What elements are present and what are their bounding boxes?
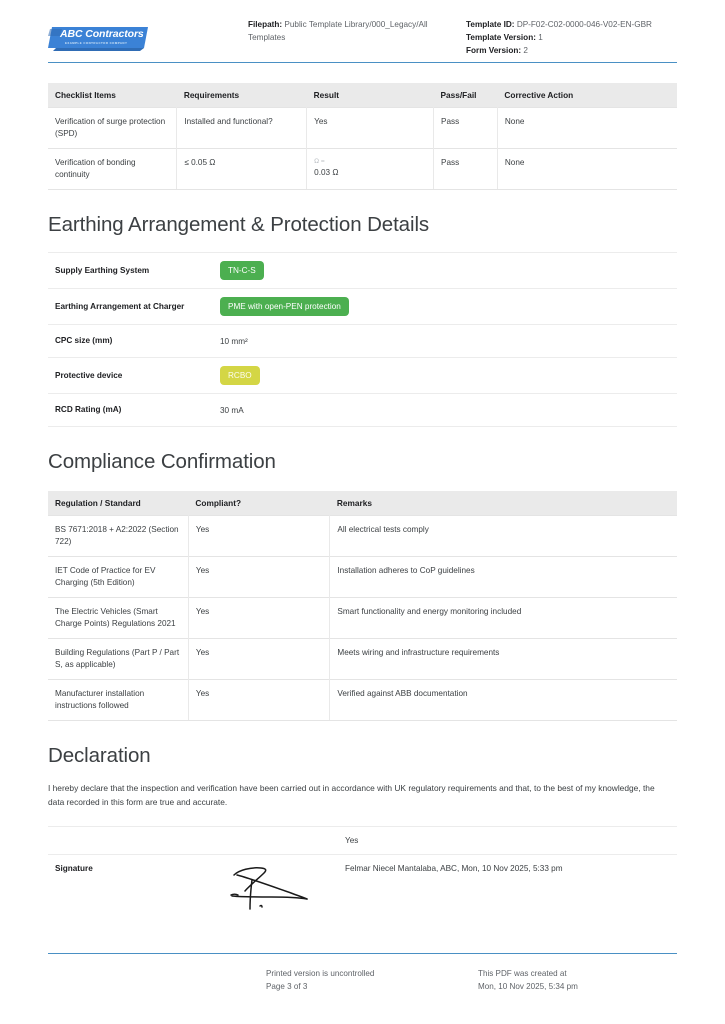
declaration-confirm-value: Yes [345, 836, 359, 845]
checklist-table [48, 83, 677, 190]
section-title-compliance: Compliance Confirmation [48, 450, 276, 473]
declaration-table [48, 826, 677, 929]
regulation-name: Building Regulations (Part P / Part S, as applicable) [48, 639, 188, 680]
column-header-compliant: Compliant? [188, 491, 329, 516]
document-body [0, 63, 725, 929]
declaration-confirm-label [48, 827, 220, 855]
list-item [48, 394, 677, 427]
form-version-row [466, 44, 677, 57]
table-row [48, 108, 677, 149]
section-title-earthing: Earthing Arrangement & Protection Details [48, 213, 430, 236]
table-row [48, 598, 677, 639]
regulation-name: Manufacturer installation instructions followed [48, 680, 188, 721]
column-header-pass-fail: Pass/Fail [433, 83, 497, 108]
regulation-name: IET Code of Practice for EV Charging (5th Edition) [48, 557, 188, 598]
remarks-value: Verified against ABB documentation [330, 680, 677, 721]
table-row [48, 516, 677, 557]
checklist-item: Verification of bonding continuity [48, 149, 177, 190]
section-title-declaration: Declaration [48, 744, 151, 767]
checklist-result-value: Yes [314, 117, 328, 126]
status-badge: TN-C-S [220, 261, 264, 280]
table-row [48, 639, 677, 680]
table-row [48, 557, 677, 598]
checklist-result [307, 149, 434, 190]
field-label: Protective device [55, 370, 123, 380]
abc-contractors-logo [48, 24, 152, 54]
checklist-corrective-action: None [497, 149, 677, 190]
compliant-value: Yes [188, 680, 329, 721]
handwritten-signature-icon [227, 864, 313, 918]
page-footer [48, 967, 677, 993]
signature-row [48, 855, 677, 929]
form-version-value: 2 [523, 46, 528, 55]
checklist-pass-fail: Pass [433, 108, 497, 149]
filepath-label: Filepath: [248, 20, 283, 29]
logo-name: ABC Contractors [60, 28, 144, 40]
status-badge: PME with open-PEN protection [220, 297, 349, 316]
checklist-requirement: Installed and functional? [177, 108, 307, 149]
list-item [48, 289, 677, 325]
field-value [220, 358, 677, 394]
signature-meta: Felmar Niecel Mantalaba, ABC, Mon, 10 Nov 2025, 5:33 pm [345, 864, 563, 873]
field-label: RCD Rating (mA) [55, 405, 122, 414]
column-header-checklist-items: Checklist Items [48, 83, 177, 108]
declaration-confirm-row [48, 827, 677, 855]
field-value [220, 289, 677, 325]
filepath-value: Public Template Library/000_Legacy/All Templates [248, 20, 428, 42]
checklist-result-prefix: Ω = [314, 158, 325, 165]
field-label: CPC size (mm) [55, 336, 113, 345]
compliant-value: Yes [188, 516, 329, 557]
field-value [220, 253, 677, 289]
signature-label: Signature [55, 864, 93, 873]
compliant-value: Yes [188, 598, 329, 639]
field-value: 10 mm² [220, 336, 248, 346]
signature-graphic [227, 864, 313, 918]
column-header-remarks: Remarks [330, 491, 677, 516]
regulation-name: BS 7671:2018 + A2:2022 (Section 722) [48, 516, 188, 557]
filepath-meta [248, 16, 466, 44]
template-version-label: Template Version: [466, 33, 536, 42]
template-version-row [466, 31, 677, 44]
column-header-regulation: Regulation / Standard [48, 491, 188, 516]
checklist-corrective-action: None [497, 108, 677, 149]
column-header-result: Result [307, 83, 434, 108]
checklist-header-row [48, 83, 677, 108]
checklist-result [307, 108, 434, 149]
printed-notice-text: Printed version is uncontrolled [266, 969, 375, 978]
template-version-value: 1 [538, 33, 543, 42]
page-number: Page 3 of 3 [266, 982, 308, 991]
template-id-row [466, 18, 677, 31]
table-row [48, 149, 677, 190]
list-item [48, 253, 677, 289]
footer-print-notice [266, 967, 478, 993]
form-version-label: Form Version: [466, 46, 522, 55]
compliance-header-row [48, 491, 677, 516]
compliance-table [48, 491, 677, 721]
regulation-name: The Electric Vehicles (Smart Charge Points) Regulations 2021 [48, 598, 188, 639]
column-header-corrective-action: Corrective Action [497, 83, 677, 108]
checklist-item: Verification of surge protection (SPD) [48, 108, 177, 149]
field-label: Supply Earthing System [55, 265, 150, 275]
remarks-value: Installation adheres to CoP guidelines [330, 557, 677, 598]
field-value: 30 mA [220, 405, 244, 415]
logo-tagline: EXAMPLE CONTRACTOR COMPANY [65, 41, 128, 45]
pdf-created-label: This PDF was created at [478, 969, 567, 978]
column-header-requirements: Requirements [177, 83, 307, 108]
footer-pdf-info [478, 967, 677, 993]
earthing-details-list [48, 252, 677, 427]
checklist-pass-fail: Pass [433, 149, 497, 190]
template-id-value: DP-F02-C02-0000-046-V02-EN-GBR [516, 20, 652, 29]
remarks-value: All electrical tests comply [330, 516, 677, 557]
remarks-value: Meets wiring and infrastructure requirements [330, 639, 677, 680]
pdf-created-value: Mon, 10 Nov 2025, 5:34 pm [478, 982, 578, 991]
footer-divider [48, 953, 677, 954]
list-item [48, 325, 677, 358]
checklist-result-value: 0.03 Ω [314, 168, 339, 177]
status-badge: RCBO [220, 366, 260, 385]
checklist-requirement: ≤ 0.05 Ω [177, 149, 307, 190]
list-item [48, 358, 677, 394]
remarks-value: Smart functionality and energy monitoring included [330, 598, 677, 639]
compliant-value: Yes [188, 557, 329, 598]
template-id-label: Template ID: [466, 20, 515, 29]
page-header [0, 0, 725, 62]
declaration-body-text: I hereby declare that the inspection and verification have been carried out in accordance with UK regulatory requirements and that, to the best of my knowledge, the data recorded in this form are true and accurate. [48, 783, 655, 807]
table-row [48, 680, 677, 721]
template-meta [466, 16, 677, 57]
logo-container [48, 16, 248, 54]
field-label: Earthing Arrangement at Charger [55, 301, 185, 311]
signature-image-cell [220, 855, 338, 929]
compliant-value: Yes [188, 639, 329, 680]
